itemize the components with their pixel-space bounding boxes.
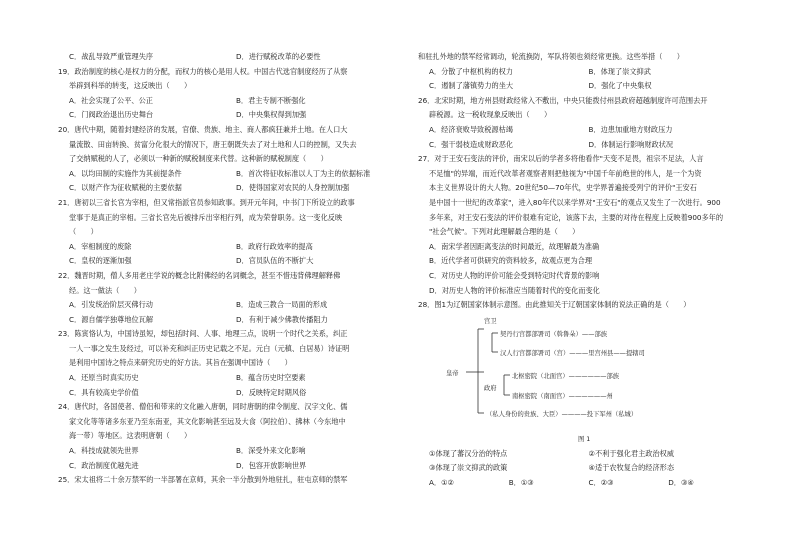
diagram-government: 政府 [484, 384, 497, 392]
q25-options-ab [418, 65, 748, 80]
q23-option-a[interactable]: A．还原当时真实历史 [69, 373, 139, 383]
q21-option-d[interactable]: D．官员队伍的不断扩大 [236, 256, 314, 266]
figure-caption: 图 1 [578, 435, 591, 443]
diagram-palace: 宫卫 [484, 317, 497, 325]
left-column [58, 50, 403, 488]
q20-options-ab [58, 167, 403, 182]
q23-options-ab [58, 371, 403, 386]
q28-option-d[interactable]: D．③④ [668, 477, 694, 487]
liao-system-diagram [418, 315, 748, 447]
q24-option-d[interactable]: D．包容开放影响世界 [236, 460, 307, 470]
q26-option-d[interactable]: D．体制运行影响财政状况 [588, 139, 674, 149]
q21-stem-2: 堂事于是真正的宰相。三省长官先后被排斥出宰相行列，成为荣誉职务。这一变化反映 [69, 212, 343, 222]
q28-items-34 [418, 461, 748, 476]
q26-option-c[interactable]: C．强干弱枝造成财政恶化 [429, 139, 514, 149]
q27-stem-4: 是中国十一世纪的改革家"，进入80年代以来学界对"王安石"的观点又发生了一次进行。900 [429, 197, 721, 207]
q21-options-cd [58, 254, 403, 269]
q25-stem-2: 和驻扎外地的禁军经常调动，轮流换防，军队将领也须经常更换。这些举措（ ） [418, 52, 684, 61]
q19-option-d[interactable]: D．中央集权得到加强 [236, 110, 307, 120]
q21-options-ab [58, 240, 403, 255]
q23-stem-2: 一人一事之发生及经过，可以补充和纠正历史记载之不足。元白（元稹、白居易）诗证明 [69, 343, 350, 353]
q20-option-a[interactable]: A．以均田制的实施作为其前提条件 [69, 168, 182, 178]
q28-options [418, 476, 748, 491]
q19-option-c[interactable]: C．门阀政治退出历史舞台 [69, 110, 154, 120]
q21-stem-3: （ ） [69, 227, 98, 237]
diagram-palace-2: 汉人行宫都部署司（宫）———里宫州县——提辖司 [500, 349, 645, 357]
q28-stem-1: 28．图1为辽朝国家体制示意图。由此推知关于辽朝国家体制的说法正确的是（ ） [418, 300, 691, 310]
q27-option-b[interactable]: B．近代学者可供研究的资料较多，故观点更为合理 [429, 256, 593, 266]
q28-option-a[interactable]: A．①② [429, 477, 454, 487]
q27-stem-2: 不足恤"的异端，而近代改革者观察者则把他视为"中国千年前绝世的伟人，是一个为资 [429, 168, 702, 178]
q22-stem-2: 经。这一做法（ ） [69, 285, 141, 295]
q22-option-c[interactable]: C．源自儒学独尊地位瓦解 [69, 314, 154, 324]
q21-option-b[interactable]: B．政府行政效率的提高 [236, 241, 313, 251]
q28-option-c[interactable]: C．②③ [588, 477, 614, 487]
q24-stem-3: 海一带）等地区。这表明唐朝（ ） [69, 431, 192, 441]
q22-option-d[interactable]: D．有利于减少佛教传播阻力 [236, 314, 328, 324]
q23-option-c[interactable]: C．具有较高史学价值 [69, 387, 139, 397]
q23-stem-1: 23．陈寅恪认为，中国诗虽短，却包括时间、人事、地理三点，说明一个时代之关系，纠正 [58, 329, 348, 339]
q27-stem-5: 多年来，对王安石变法的评价很难有定论，该落下去，主要的对待在程度上反映着900多年的 [429, 212, 724, 222]
q19-option-a[interactable]: A．社会实现了公平、公正 [69, 95, 153, 105]
q20-option-b[interactable]: B．首次将征收标准以人丁为主的依据标准 [236, 168, 371, 178]
q26-stem-1: 26．北宋时期，地方州县财政经常入不敷出，中央只能拨付州县政府超越制度许可范围去开 [418, 95, 708, 105]
q20-stem-3: 了交纳赋税的人了，必须以一种新的赋税制度来代替。这种新的赋税制度（ ） [69, 154, 328, 164]
right-column [418, 50, 748, 490]
q24-option-a[interactable]: A．科技成就领先世界 [69, 446, 139, 456]
q22-options-ab [58, 298, 403, 313]
q28-item-2: ②不利于强化君主政治权威 [588, 448, 675, 458]
q25-option-c[interactable]: C．遏制了藩镇势力的坐大 [429, 81, 514, 91]
q25-stem-1: 25．宋太祖将二十余万禁军的一半部署在京师，其余一半分散到外地驻扎，驻屯京师的禁军 [58, 475, 348, 485]
q20-options-cd [58, 181, 403, 196]
q26-option-a[interactable]: A．经济衰败导致税源枯竭 [429, 124, 513, 134]
q26-options-cd [418, 138, 748, 153]
q27-stem-6: "社会气候"。下列对此理解最合理的是（ ） [429, 227, 580, 237]
q25-option-d[interactable]: D．强化了中央集权 [588, 81, 652, 91]
q25-option-b[interactable]: B．体现了崇文抑武 [588, 66, 651, 76]
q28-item-4: ④适于农牧复合的经济形态 [588, 463, 675, 473]
diagram-gov-north: 北枢密院（北面官）——————部族 [512, 372, 620, 380]
q28-item-1: ①体现了蕃汉分治的特点 [429, 448, 508, 458]
q19-options-ab [58, 94, 403, 109]
q19-options-cd [58, 108, 403, 123]
q26-stem-2: 辟税源。这一税收现象反映出（ ） [429, 110, 552, 120]
q22-option-a[interactable]: A．引发统治阶层灭佛行动 [69, 300, 153, 310]
diagram-bottom: （私人身份的贵族、大臣）————投下军州（私城） [486, 410, 638, 418]
q24-stem-2: 家文化等等诸多东亚乃至东南亚，其文化影响甚至远及大食（阿拉伯）、拂林（今东地中 [69, 416, 346, 426]
q21-option-c[interactable]: C．皇权的逐渐加强 [69, 256, 132, 266]
q28-items-12 [418, 447, 748, 462]
diagram-gov-south: 南枢密院（南面官）——————州 [512, 392, 613, 400]
q20-option-d[interactable]: D．使得国家对农民的人身控制加强 [236, 183, 350, 193]
q18-option-d[interactable]: D．进行赋税改革的必要性 [236, 52, 321, 61]
q23-stem-3: 是利用中国诗之特点来研究历史的好方法。其旨在强调中国诗（ ） [69, 358, 292, 368]
q24-options-ab [58, 444, 403, 459]
q20-option-c[interactable]: C．以财产作为征收赋税的主要依据 [69, 183, 182, 193]
q20-stem-2: 量流散、田亩转换、贫富分化很大的情况下，唐王朝既失去了对土地和人口的控制，又失去 [69, 139, 357, 149]
q25-options-cd [418, 79, 748, 94]
q27-option-a[interactable]: A．南宋学者因距离变法的时间最近，故理解最为准确 [429, 241, 600, 251]
q19-option-b[interactable]: B．君主专制不断强化 [236, 95, 306, 105]
q27-option-d[interactable]: D．对历史人物的评价标准应当随着时代的变化而变化 [429, 285, 600, 295]
diagram-palace-1: 契丹行宫都部署司（斡鲁朵）——部族 [500, 330, 608, 338]
q24-option-b[interactable]: B．深受外来文化影响 [236, 446, 306, 456]
q19-stem-1: 19．政治制度的核心是权力的分配，而权力的核心是用人权。中国古代选官制度经历了从察 [58, 66, 348, 76]
q20-stem-1: 20．唐代中期，随着封建经济的发展，官僚、贵族、地主、商人都疯狂兼并土地。在人口大 [58, 124, 348, 134]
q21-option-a[interactable]: A．宰相制度的废除 [69, 241, 132, 251]
q27-option-c[interactable]: C．对历史人物的评价可能会受到特定时代背景的影响 [429, 270, 600, 280]
q27-stem-1: 27．对于王安石变法的评价，南宋以后的学者多将他看作"天变不足畏，祖宗不足法，人言 [418, 154, 704, 164]
q23-option-b[interactable]: B．蕴含历史时空要素 [236, 373, 306, 383]
q26-options-ab [418, 123, 748, 138]
diagram-emperor: 皇帝 [446, 369, 459, 377]
q24-options-cd [58, 459, 403, 474]
q22-stem-1: 22．魏晋时期，僧人多用老庄学说的概念比附佛经的名词概念，甚至不惜违背佛理解释佛 [58, 270, 341, 280]
q28-option-b[interactable]: B．①③ [508, 477, 534, 487]
q21-stem-1: 21．唐初以三省长官为宰相，但又常指派官员参知政事。到开元年间，中书门下所设立的政事 [58, 197, 355, 207]
q24-stem-1: 24．唐代时，各国使者、僧侣和带来的文化融入唐朝，同时唐朝的律令制度、汉字文化、儒 [58, 402, 348, 412]
q19-stem-2: 举辟到科举的转变，这反映出（ ） [69, 81, 192, 91]
q23-option-d[interactable]: D．反映特定时期风俗 [236, 387, 307, 397]
q27-stem-3: 本主义世界设计的大人物。20世纪50—70年代，史学界普遍接受列宁的评价"王安石 [429, 183, 697, 193]
q18-option-c[interactable]: C．战乱导致严重管理失序 [69, 52, 154, 61]
q22-options-cd [58, 313, 403, 328]
q22-option-b[interactable]: B．造成三教合一局面的形成 [236, 300, 328, 310]
q23-options-cd [58, 386, 403, 401]
q18-options-cd [58, 50, 403, 65]
q24-option-c[interactable]: C．政治制度优越先进 [69, 460, 139, 470]
q26-option-b[interactable]: B．边患加重地方财政压力 [588, 124, 673, 134]
q25-option-a[interactable]: A．分散了中枢机构的权力 [429, 66, 513, 76]
q28-item-3: ③体现了崇文抑武的政策 [429, 463, 508, 473]
